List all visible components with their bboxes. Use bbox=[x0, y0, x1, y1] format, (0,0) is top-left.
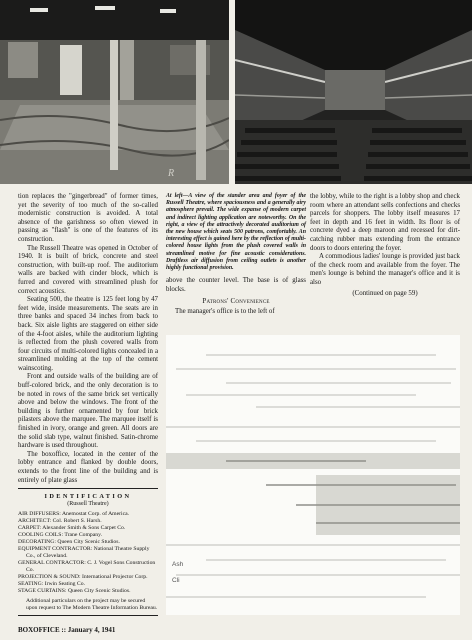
article-column-2 bbox=[166, 193, 306, 317]
entry-value: International Projector Corp. bbox=[82, 574, 148, 580]
entry-value: Queen City Scenic Studios. bbox=[57, 539, 120, 545]
svg-text:R: R bbox=[168, 168, 175, 179]
identification-title: IDENTIFICATION bbox=[44, 493, 132, 500]
paragraph: The boxoffice, located in the center of the lobby entrance and flanked by double doors, extends to the front line of the building and is entirely of plate glass bbox=[18, 450, 158, 484]
entry-value: C. J. Vogel Sons Construction Co. bbox=[26, 560, 156, 573]
article-column-3 bbox=[310, 193, 460, 298]
entry-role: AIR DIFFUSERS: bbox=[18, 511, 61, 517]
entry-value: Alexander Smith & Sons Carpet Co. bbox=[42, 525, 126, 531]
identification-box bbox=[18, 488, 158, 616]
identification-entry bbox=[18, 532, 158, 539]
identification-entries bbox=[18, 511, 158, 595]
paragraph: tion replaces the "gingerbread" of former times, yet the severity of too much of the so-called modernistic construction is avoided. A total absence of the garishness so often viewed in passing as "flash" is one of the features of its construction. bbox=[18, 193, 158, 243]
page-footer: BOXOFFICE :: January 4, 1941 bbox=[18, 626, 116, 634]
identification-note: Additional particulars on the project may be secured upon request to The Modern Theatre Information Bureau. bbox=[26, 598, 158, 611]
entry-value: Queen City Scenic Studios. bbox=[67, 588, 131, 594]
continued-note: (Continued on page 59) bbox=[352, 289, 418, 297]
paragraph: Seating 500, the theatre is 125 feet long by 47 feet wide, inside measurements. The seats are in three banks and spaced 34 inches from back to back. Six aisle lights are staggered on either side of the 4-foot aisles, while the auditorium lighting is reflected from the plush covered walls from four circuits of multi-colored lights concealed in a streamlined molding at the top of the cement wainscoting. bbox=[18, 296, 158, 372]
paragraph: The Russell Theatre was opened in October of 1940. It is built of brick, concrete and steel construction, with built-up roof. The auditorium walls are backed with cinder block, which is furred and covered with streamlined plush for correct acoustics. bbox=[18, 244, 158, 295]
identification-entry bbox=[18, 511, 158, 518]
entry-role: PROJECTION & SOUND: bbox=[18, 574, 81, 580]
identification-entry bbox=[18, 518, 158, 525]
photo-caption: At left—A view of the stander area and foyer of the Russell Theatre, where spaciousness and a generally airy atmosphere prevail. The wide expanse of modern carpet and indirect lighting application are noteworthy. On the right, a view of the attractively decorated auditorium of the new house which seats 500 patrons, comfortably. An interesting effect is gained here by the reflection of multi-colored house lights from the plush covered walls in streamlined motive for fine acoustic considerations. Draftless air diffusion from ceiling outlets is another highly functional provision. bbox=[166, 193, 306, 272]
identification-subtitle: (Russell Theatre) bbox=[67, 501, 109, 507]
article-column-1 bbox=[18, 193, 158, 485]
paragraph: the lobby, while to the right is a lobby shop and check room where an attendant sells confections and checks parcels for shoppers. The lobby itself measures 17 feet in depth and 16 feet in width. Its floor is of concrete dyed a deep maroon and recessed for dirt-catching rubber mats extending from the entrance doors to doors entering the foyer. bbox=[310, 193, 460, 252]
auditorium-photo-drawing bbox=[235, 0, 472, 184]
entry-role: SEATING: bbox=[18, 581, 44, 587]
entry-value: Irwin Seating Co. bbox=[44, 581, 85, 587]
identification-entry bbox=[18, 588, 158, 595]
entry-role: DECORATING: bbox=[18, 539, 56, 545]
entry-value: Trane Company. bbox=[64, 532, 103, 538]
identification-entry bbox=[18, 574, 158, 581]
auditorium-photo bbox=[235, 0, 472, 184]
paragraph: Front and outside walls of the building are of buff-colored brick, and the only decoration is to be noted in rows of the same brick set vertically above and below the windows. The front of the building is further ornamented by four brick pilasters above the marquee. The marquee itself is finished in ivory, orange and green. All doors are the solid slab type, walnut finished. Satin-chrome hardware is used throughout. bbox=[18, 373, 158, 450]
entry-role: EQUIPMENT CONTRACTOR: bbox=[18, 546, 93, 552]
identification-entry bbox=[18, 560, 158, 574]
entry-role: STAGE CURTAINS: bbox=[18, 588, 67, 594]
entry-role: ARCHITECT: bbox=[18, 518, 52, 524]
exterior-photo-drawing bbox=[166, 335, 460, 615]
entry-value: Anemostat Corp. of America. bbox=[61, 511, 130, 517]
photo-label: Cli bbox=[172, 577, 180, 584]
paragraph: A commodious ladies' lounge is provided just back of the check room and available from the foyer. The men's lounge is behind the manager's office and it is also bbox=[310, 253, 460, 286]
identification-entry bbox=[18, 539, 158, 546]
exterior-photo bbox=[166, 335, 460, 615]
entry-value: Col. Robert S. Harsh. bbox=[52, 518, 102, 524]
paragraph: above the counter level. The base is of glass blocks. bbox=[166, 277, 306, 293]
photo-label: Ash bbox=[172, 561, 184, 568]
section-subhead: Patrons' Convenience bbox=[202, 297, 270, 306]
entry-role: CARPET: bbox=[18, 525, 42, 531]
foyer-photo bbox=[0, 0, 229, 184]
foyer-photo-drawing bbox=[0, 0, 229, 184]
paragraph: The manager's office is to the left of bbox=[175, 308, 275, 316]
identification-entry bbox=[18, 581, 158, 588]
entry-role: GENERAL CONTRACTOR: bbox=[18, 560, 86, 566]
entry-role: COOLING COILS: bbox=[18, 532, 64, 538]
identification-entry bbox=[18, 546, 158, 560]
entry-value: National Theatre Supply Co., of Cleveland. bbox=[26, 546, 150, 559]
identification-entry bbox=[18, 525, 158, 532]
